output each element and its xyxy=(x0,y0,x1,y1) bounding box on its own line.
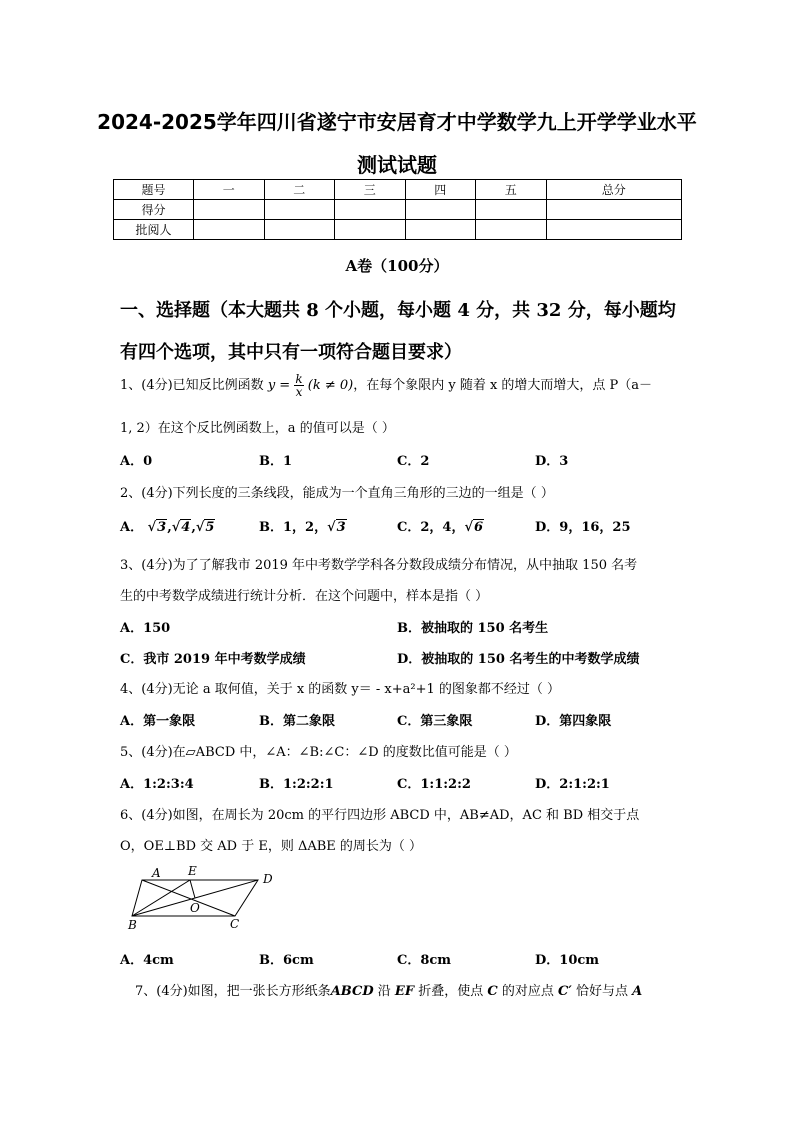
q7-mid3: 的对应点 xyxy=(501,984,554,999)
q3-option-d[interactable]: D．被抽取的 150 名考生的中考数学成绩 xyxy=(397,652,640,667)
section-heading-line1: 一、选择题（本大题共 8 个小题，每小题 4 分，共 32 分，每小题均 xyxy=(120,300,676,321)
q7-ef: EF xyxy=(394,984,415,999)
parallelogram-figure xyxy=(122,862,282,934)
header-cell: 题号 xyxy=(114,180,194,200)
score-cell xyxy=(405,200,476,220)
reviewer-cell xyxy=(476,220,547,240)
q2-option-d[interactable]: D．9，16，25 xyxy=(535,520,631,535)
paper-a-subtitle: A卷（100分） xyxy=(345,257,449,275)
q2-option-b-sqrt: √3 xyxy=(327,520,346,535)
question-6-line2: O，OE⊥BD 交 AD 于 E，则 ΔABE 的周长为（ ） xyxy=(120,839,423,854)
q2-option-a-label: A． xyxy=(120,520,144,535)
radicand: 6 xyxy=(474,520,484,535)
q1-suffix: ，在每个象限内 y 随着 x 的增大而增大，点 P（a－ xyxy=(353,378,653,393)
question-3-line1: 3、(4分)为了了解我市 2019 年中考数学学科各分数段成绩分布情况，从中抽取 150 名考 xyxy=(120,558,638,573)
score-row xyxy=(114,200,682,220)
reviewer-cell xyxy=(405,220,476,240)
q7-c-prime: C′ xyxy=(558,984,572,999)
q1-y-eq: y = xyxy=(267,378,291,393)
radicand: 3 xyxy=(336,520,346,535)
diagonal-ac xyxy=(142,880,235,916)
label-e: E xyxy=(188,864,197,878)
score-cell xyxy=(264,200,335,220)
question-7-line1 xyxy=(135,980,642,999)
reviewer-cell xyxy=(194,220,265,240)
header-cell: 五 xyxy=(476,180,547,200)
question-3-line2: 生的中考数学成绩进行统计分析．在这个问题中，样本是指（ ） xyxy=(120,589,489,604)
row-label: 得分 xyxy=(114,200,194,220)
q6-option-d[interactable]: D．10cm xyxy=(535,953,600,968)
q5-option-a[interactable]: A．1:2:3:4 xyxy=(120,777,194,792)
q4-option-c[interactable]: C．第三象限 xyxy=(397,714,473,729)
question-4-stem: 4、(4分)无论 a 取何值，关于 x 的函数 y＝ - x+a²+1 的图象都不经过（ ） xyxy=(120,682,561,697)
label-o: O xyxy=(190,901,200,915)
q1-option-b[interactable]: B．1 xyxy=(259,454,293,469)
section-heading-line2: 有四个选项，其中只有一项符合题目要求） xyxy=(120,342,462,363)
score-cell xyxy=(335,200,406,220)
score-table xyxy=(113,179,682,240)
q2-option-a-sqrt1: √3 xyxy=(147,520,167,535)
q3-option-b[interactable]: B．被抽取的 150 名考生 xyxy=(397,621,549,636)
q1-fraction-denominator: x xyxy=(295,385,303,399)
score-cell xyxy=(476,200,547,220)
q2-option-a-sqrt3: √5 xyxy=(195,520,215,535)
q6-option-c[interactable]: C．8cm xyxy=(397,953,452,968)
q2-option-a-sqrt2: √4 xyxy=(171,520,191,535)
q4-option-d[interactable]: D．第四象限 xyxy=(535,714,612,729)
q4-option-b[interactable]: B．第二象限 xyxy=(259,714,335,729)
q1-fraction-numerator: k xyxy=(295,372,303,386)
score-cell xyxy=(546,200,682,220)
q1-prefix: 1、(4分)已知反比例函数 xyxy=(120,378,264,393)
q7-mid2: 折叠，使点 xyxy=(418,984,484,999)
question-1-line2: 1, 2）在这个反比例函数上，a 的值可以是（ ） xyxy=(120,421,395,436)
q6-option-b[interactable]: B．6cm xyxy=(259,953,314,968)
q2-option-b-label: B．1，2， xyxy=(259,520,328,535)
header-cell: 一 xyxy=(194,180,265,200)
q7-a: A xyxy=(632,984,643,999)
question-6-line1: 6、(4分)如图，在周长为 20cm 的平行四边形 ABCD 中，AB≠AD，AC 和 BD 相交于点 xyxy=(120,808,640,823)
segment-eo xyxy=(190,880,195,898)
label-b: B xyxy=(128,918,137,932)
reviewer-cell xyxy=(264,220,335,240)
q2-option-c-label: C．2，4， xyxy=(397,520,465,535)
exam-title-line1: 2024-2025学年四川省遂宁市安居育才中学数学九上开学学业水平 xyxy=(97,110,697,134)
reviewer-cell xyxy=(335,220,406,240)
header-cell: 二 xyxy=(264,180,335,200)
q2-option-a[interactable]: A． √3,√4,√5 xyxy=(120,520,215,535)
q5-option-c[interactable]: C．1:1:2:2 xyxy=(397,777,471,792)
q1-option-d[interactable]: D．3 xyxy=(535,454,569,469)
q3-option-c[interactable]: C．我市 2019 年中考数学成绩 xyxy=(120,652,306,667)
q5-option-d[interactable]: D．2:1:2:1 xyxy=(535,777,610,792)
radicand: 4 xyxy=(181,520,191,535)
q7-mid4: 恰好与点 xyxy=(575,984,628,999)
question-1-line1 xyxy=(120,373,652,398)
question-5-stem: 5、(4分)在▱ABCD 中，∠A：∠B:∠C：∠D 的度数比值可能是（ ） xyxy=(120,745,517,760)
q7-c: C xyxy=(487,984,498,999)
reviewer-cell xyxy=(546,220,682,240)
q2-option-b[interactable] xyxy=(259,516,347,535)
score-table-header-row xyxy=(114,180,682,200)
q1-condition: (k ≠ 0) xyxy=(307,378,354,393)
question-2-stem: 2、(4分)下列长度的三条线段，能成为一个直角三角形的三边的一组是（ ） xyxy=(120,486,554,501)
q5-option-b[interactable]: B．1:2:2:1 xyxy=(259,777,334,792)
q7-mid1: 沿 xyxy=(377,984,391,999)
exam-title-line2: 测试试题 xyxy=(357,153,437,177)
q7-abcd: ABCD xyxy=(330,984,374,999)
radicand: 3 xyxy=(157,520,167,535)
q4-option-a[interactable]: A．第一象限 xyxy=(120,714,196,729)
q6-option-a[interactable]: A．4cm xyxy=(120,953,174,968)
q3-option-a[interactable]: A．150 xyxy=(120,621,171,636)
header-cell: 三 xyxy=(335,180,406,200)
label-d: D xyxy=(263,872,273,886)
score-cell xyxy=(194,200,265,220)
q7-prefix: 7、(4分)如图，把一张长方形纸条 xyxy=(135,984,331,999)
q1-option-c[interactable]: C．2 xyxy=(397,454,430,469)
header-cell: 总分 xyxy=(546,180,682,200)
q2-option-c[interactable] xyxy=(397,516,484,535)
reviewer-row xyxy=(114,220,682,240)
radicand: 5 xyxy=(205,520,215,535)
label-c: C xyxy=(230,917,240,931)
q2-option-c-sqrt: √6 xyxy=(464,520,484,535)
header-cell: 四 xyxy=(405,180,476,200)
q1-fraction xyxy=(294,373,303,398)
row-label: 批阅人 xyxy=(114,220,194,240)
q1-option-a[interactable]: A．0 xyxy=(120,454,153,469)
label-a: A xyxy=(152,866,161,880)
